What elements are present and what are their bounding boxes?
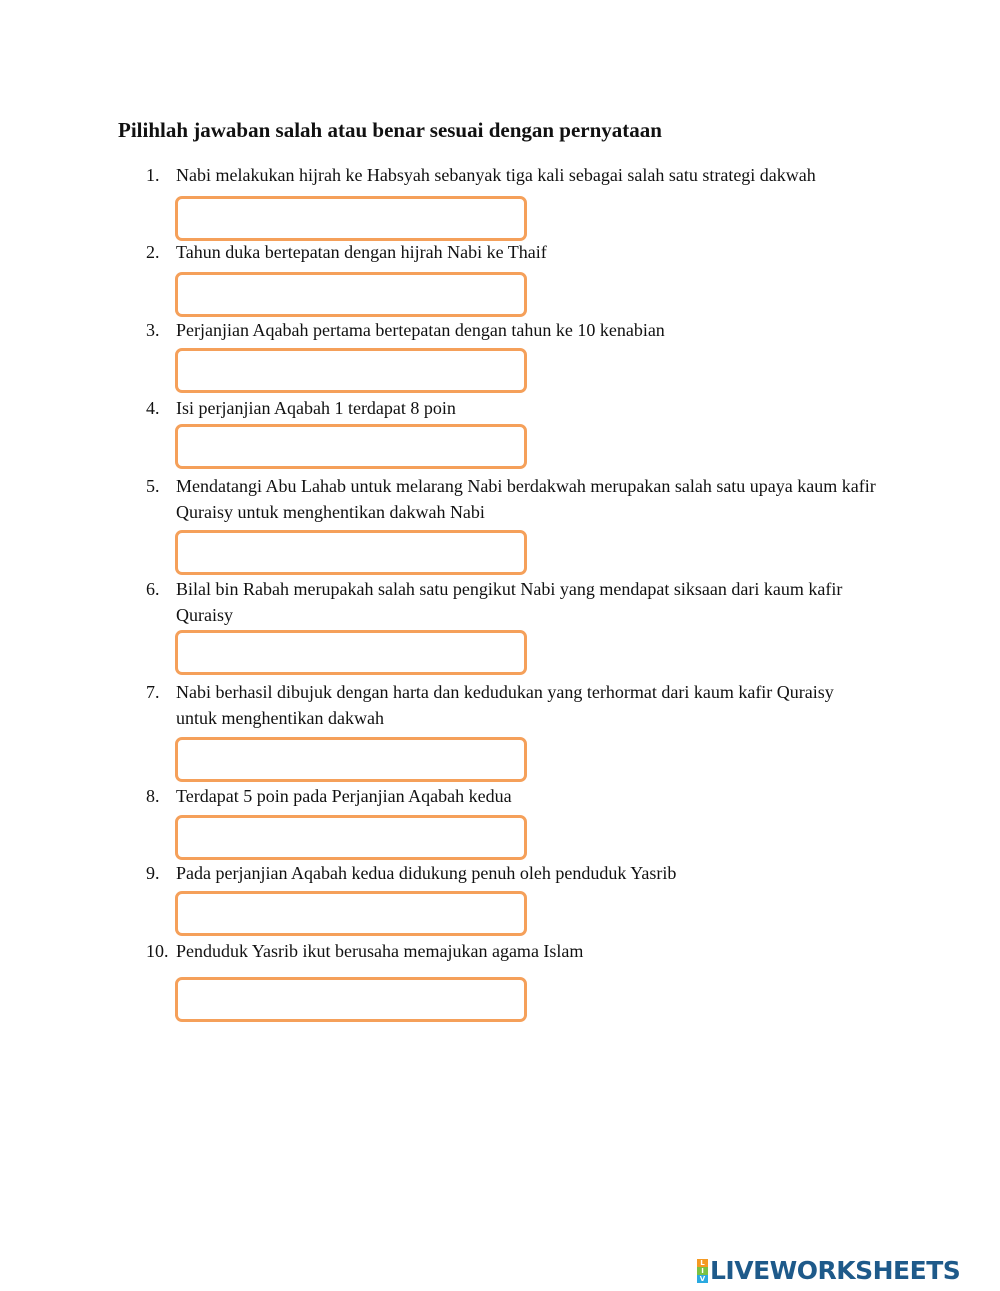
- answer-input-1[interactable]: [175, 196, 527, 241]
- worksheet-title: Pilihlah jawaban salah atau benar sesuai dengan pernyataan: [118, 118, 662, 142]
- question-number: 2.: [146, 242, 160, 262]
- logo-mark-letter: V: [697, 1275, 708, 1283]
- question-number: 8.: [146, 786, 160, 806]
- answer-input-6[interactable]: [175, 630, 527, 675]
- answer-input-5[interactable]: [175, 530, 527, 575]
- logo-text: LIVEWORKSHEETS: [710, 1256, 961, 1285]
- question-text: Tahun duka bertepatan dengan hijrah Nabi ke Thaif: [176, 242, 547, 262]
- question-number: 3.: [146, 320, 160, 340]
- question-text: Isi perjanjian Aqabah 1 terdapat 8 poin: [176, 398, 456, 418]
- question-text: Mendatangi Abu Lahab untuk melarang Nabi berdakwah merupakan salah satu upaya kaum kafir Quraisy untuk menghentikan dakwah Nabi: [176, 476, 876, 522]
- question-text: Terdapat 5 poin pada Perjanjian Aqabah kedua: [176, 786, 512, 806]
- answer-input-9[interactable]: [175, 891, 527, 936]
- question-text: Nabi melakukan hijrah ke Habsyah sebanyak tiga kali sebagai salah satu strategi dakwah: [176, 165, 816, 185]
- question-number: 6.: [146, 579, 160, 599]
- question-text: Nabi berhasil dibujuk dengan harta dan kedudukan yang terhormat dari kaum kafir Quraisy untuk menghentikan dakwah: [176, 682, 834, 728]
- answer-input-4[interactable]: [175, 424, 527, 469]
- question-number: 4.: [146, 398, 160, 418]
- question-text: Bilal bin Rabah merupakah salah satu pengikut Nabi yang mendapat siksaan dari kaum kafir Quraisy: [176, 579, 843, 625]
- question-number: 1.: [146, 165, 160, 185]
- answer-input-2[interactable]: [175, 272, 527, 317]
- liveworksheets-logo: [697, 1256, 960, 1285]
- answer-input-8[interactable]: [175, 815, 527, 860]
- logo-mark-icon: [697, 1259, 707, 1283]
- question-text: Penduduk Yasrib ikut berusaha memajukan agama Islam: [176, 941, 584, 961]
- question-number: 5.: [146, 476, 160, 496]
- logo-mark-letter: L: [697, 1259, 708, 1267]
- answer-input-10[interactable]: [175, 977, 527, 1022]
- answer-input-7[interactable]: [175, 737, 527, 782]
- question-text: Pada perjanjian Aqabah kedua didukung penuh oleh penduduk Yasrib: [176, 863, 677, 883]
- question-text: Perjanjian Aqabah pertama bertepatan dengan tahun ke 10 kenabian: [176, 320, 665, 340]
- answer-input-3[interactable]: [175, 348, 527, 393]
- question-number: 9.: [146, 863, 160, 883]
- logo-mark-letter: I: [697, 1267, 708, 1275]
- question-number: 7.: [146, 682, 160, 702]
- question-number: 10.: [146, 941, 169, 961]
